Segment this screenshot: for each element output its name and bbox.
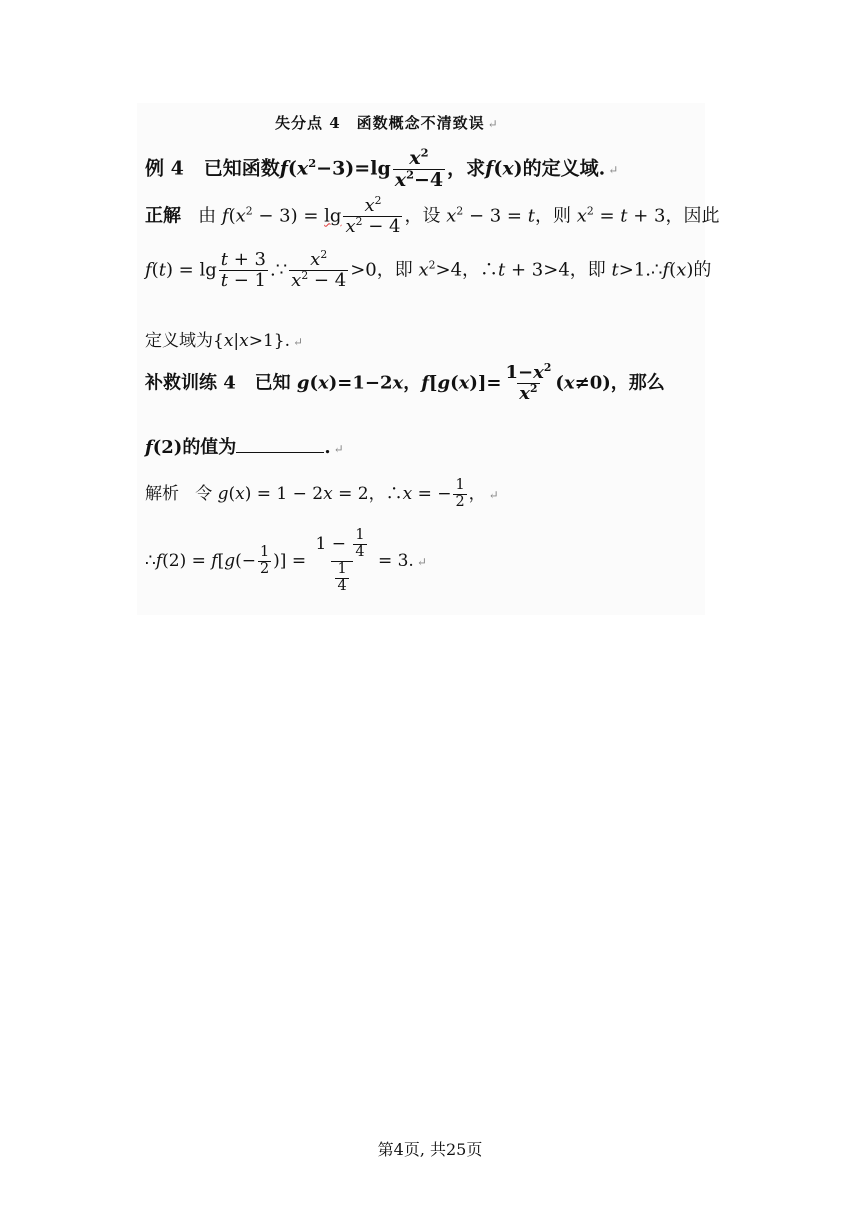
analysis-label: 解析 xyxy=(145,483,179,504)
remedial-question: f(2)的值为 . ↵ xyxy=(145,433,344,459)
example-4: 例 4 已知函数$f(x^2-3)=\lg$ $\frac{x^2}{x^2-4}$ ，求f(x)的定义域. ↵ xyxy=(145,145,619,191)
remedial-label: 补救训练 4 xyxy=(145,372,236,394)
solution-line-2: f(t) = lg $\frac{t + 3}{t - 1}$ .∵ $\frac{x^2}{x^2 - 4}$ >0，即 $x^2>4$，∴t + 3>4，即 t>1.∴f(x)的 xyxy=(145,248,712,291)
example-label: 例 4 xyxy=(145,157,184,180)
answer-blank xyxy=(236,434,324,453)
solution-line-1: 正解 由 $f(x^2 - 3) = \lg$ $\frac{x^2}{x^2 - 4}$ ，设 $x^2 - 3 = t$，则 $x^2 = t + 3$，因此 xyxy=(145,194,720,237)
remedial-4: 补救训练 4 已知 g(x)=1−2x，f[g(x)]= $\frac{1-x^2}{x^2}$ (x≠0)，那么 xyxy=(145,361,665,404)
page-footer: 第4页, 共25页 xyxy=(377,1140,483,1159)
analysis-line-1: 解析 令 g(x) = 1 − 2x = 2，∴x = − $\frac{1}{2}$ ， ↵ xyxy=(145,477,499,510)
section-title: 失分点 4 函数概念不清致误 ↵ xyxy=(275,114,499,132)
solution-label: 正解 xyxy=(145,205,181,227)
analysis-line-2: ∴f(2) = f[g(− $\frac{1}{2}$ )] = 1 − $\frac{1}{4}$ $\frac{1}{4}$ = 3. ↵ xyxy=(145,527,427,594)
solution-line-3: 定义域为{x|x>1}. ↵ xyxy=(145,331,304,351)
